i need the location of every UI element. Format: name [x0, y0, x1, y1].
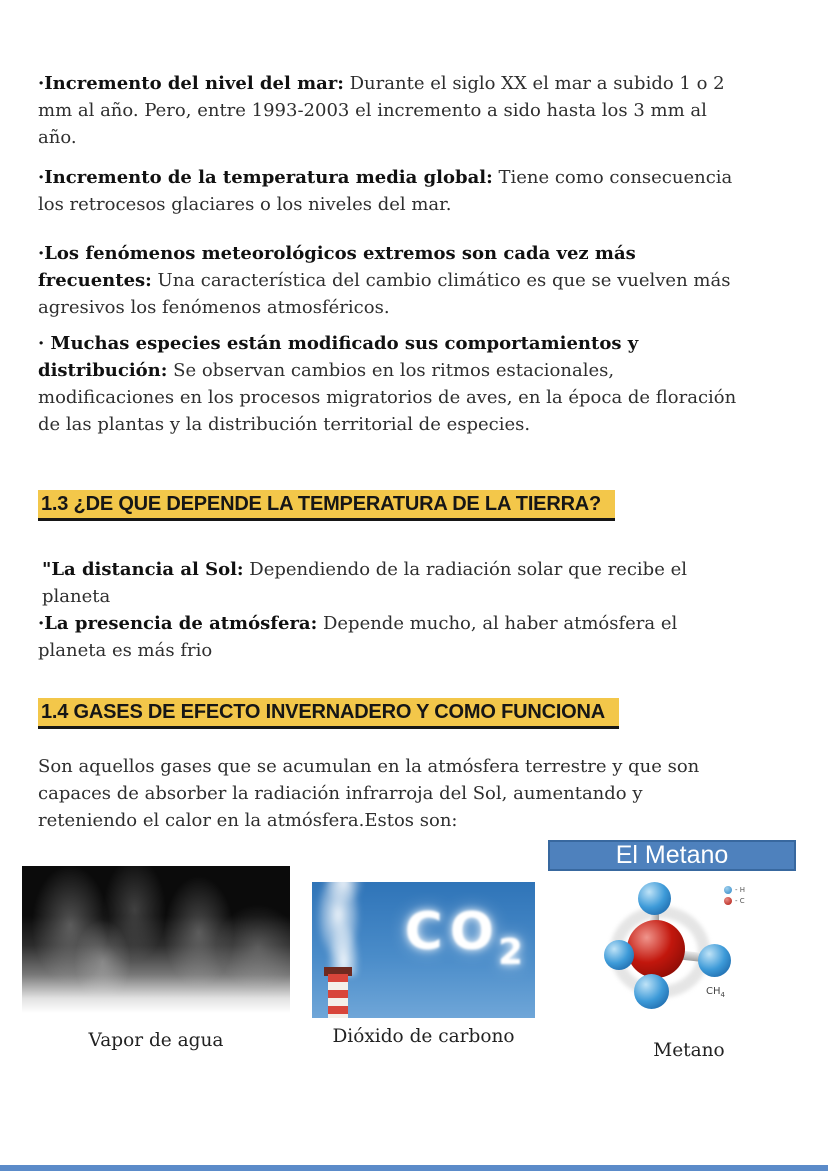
- co2-image: [312, 882, 535, 1018]
- formula-subscript: 4: [720, 991, 725, 999]
- bullet-sea-level: [38, 70, 738, 151]
- bullet-species-behavior: [38, 330, 738, 438]
- smoke-plume: [314, 882, 368, 976]
- water-vapor-image: [22, 866, 290, 1013]
- bullet-global-temperature-lead: ·Incremento de la temperatura media global:: [38, 167, 493, 188]
- methane-molecule-image: [578, 876, 800, 1018]
- co2-subscript: 2: [497, 932, 523, 973]
- bullet-sea-level-body: Durante el siglo XX el mar a subido 1 o 2 mm al año. Pero, entre 1993-2003 el incremento a sido hasta los 3 mm al año.: [38, 73, 725, 148]
- co2-letters: CO: [404, 902, 501, 962]
- hydrogen-atom: [698, 944, 731, 977]
- chimney: [328, 974, 348, 1018]
- bullet-sun-distance: [42, 556, 742, 610]
- hydrogen-legend-dot: [724, 886, 732, 894]
- bullet-atmosphere-presence-body: Depende mucho, al haber atmósfera el planeta es más frio: [38, 613, 678, 661]
- bullet-extreme-weather-lead: ·Los fenómenos meteorológicos extremos son cada vez más frecuentes:: [38, 243, 636, 291]
- section-heading-1-4: [38, 698, 619, 729]
- caption-vapor-de-agua: Vapor de agua: [88, 1030, 224, 1051]
- bullet-global-temperature-body: Tiene como consecuencia los retrocesos glaciares o los niveles del mar.: [38, 167, 733, 215]
- caption-metano: Metano: [653, 1040, 725, 1061]
- section-heading-1-4-text: 1.4 GASES DE EFECTO INVERNADERO Y COMO FUNCIONA: [38, 698, 619, 729]
- section-heading-1-3: [38, 490, 615, 521]
- bullet-extreme-weather-body: Una característica del cambio climático es que se vuelven más agresivos los fenómenos atmosféricos.: [38, 270, 731, 318]
- legend-hydrogen-row: [724, 886, 745, 894]
- carbon-atom: [627, 920, 685, 978]
- co2-cloud-text: [405, 902, 523, 973]
- bullet-sun-distance-lead: "La distancia al Sol:: [42, 559, 244, 580]
- next-page-blue-bar: [0, 1165, 828, 1171]
- bullet-extreme-weather: [38, 240, 738, 321]
- bullet-sea-level-lead: ·Incremento del nivel del mar:: [38, 73, 344, 94]
- hydrogen-atom: [604, 940, 634, 970]
- bullet-global-temperature: [38, 164, 738, 218]
- hydrogen-atom: [638, 882, 671, 915]
- section-heading-1-3-text: 1.3 ¿DE QUE DEPENDE LA TEMPERATURA DE LA TIERRA?: [38, 490, 615, 521]
- greenhouse-gases-intro: Son aquellos gases que se acumulan en la atmósfera terrestre y que son capaces de absorber la radiación infrarroja del Sol, aumentando y reteniendo el calor en la atmósfera.Estos son:: [38, 756, 700, 831]
- molecule-legend: [724, 886, 745, 908]
- hydrogen-atom: [634, 974, 669, 1009]
- bullet-atmosphere-presence-lead: ·La presencia de atmósfera:: [38, 613, 318, 634]
- caption-dioxido-de-carbono: Dióxido de carbono: [332, 1026, 515, 1047]
- carbon-legend-label: - C: [735, 897, 745, 905]
- formula-text: CH: [706, 986, 721, 997]
- bullet-sun-distance-body: Dependiendo de la radiación solar que recibe el planeta: [42, 559, 687, 607]
- legend-carbon-row: [724, 897, 745, 905]
- bullet-atmosphere-presence: [38, 610, 738, 664]
- ch4-formula-label: [706, 986, 725, 999]
- bullet-species-behavior-lead: · Muchas especies están modificado sus comportamientos y distribución:: [38, 333, 639, 381]
- bullet-species-behavior-body: Se observan cambios en los ritmos estacionales, modificaciones en los procesos migratorios de aves, en la época de floración de las plantas y la distribución territorial de especies.: [38, 360, 737, 435]
- carbon-legend-dot: [724, 897, 732, 905]
- metano-banner-title: El Metano: [615, 841, 729, 869]
- hydrogen-legend-label: - H: [735, 886, 746, 894]
- metano-banner: [548, 840, 796, 871]
